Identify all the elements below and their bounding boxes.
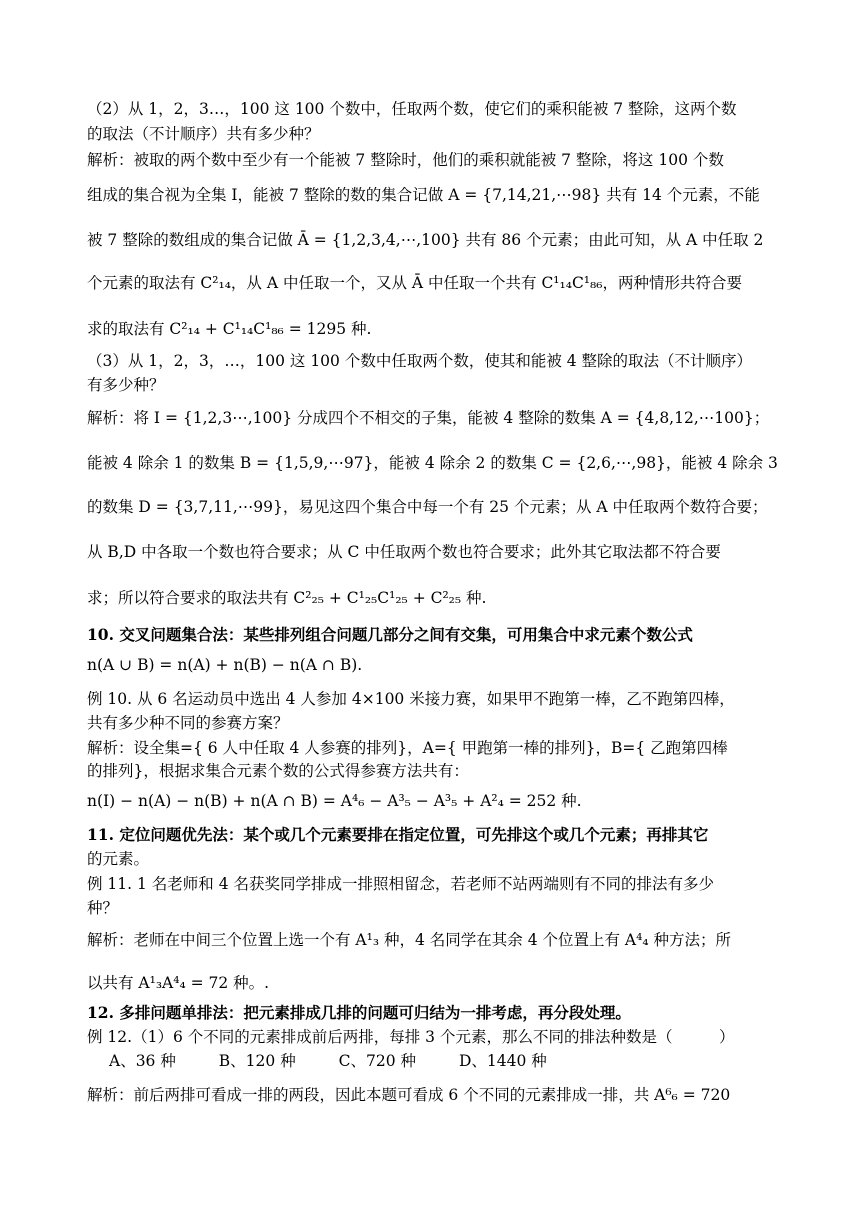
text-line: 个元素的取法有 C²₁₄，从 A 中任取一个，又从 Ā 中任取一个共有 C¹₁₄C¹₈₆，两种情形共符合要 [87,274,742,292]
text-line: 的元素。 [87,850,150,868]
option-c: C、720 种 [338,1052,417,1070]
text-line: 的取法（不计顺序）共有多少种？ [87,125,320,143]
text-line: 以共有 A¹₃A⁴₄ = 72 种。. [87,974,270,992]
text-line: 解析：被取的两个数中至少有一个能被 7 整除时，他们的乘积就能被 7 整除，将这 100 个数 [87,151,724,169]
option-b: B、120 种 [218,1052,296,1070]
text-line: 解析：老师在中间三个位置上选一个有 A¹₃ 种，4 名同学在其余 4 个位置上有 A⁴₄ 种方法；所 [87,931,731,949]
text-line: 有多少种？ [87,376,165,394]
section-heading-12: 12. 多排问题单排法：把元素排成几排的问题可归结为一排考虑，再分段处理。 [87,1003,631,1022]
formula-line: n(A ∪ B) = n(A) + n(B) − n(A ∩ B). [87,656,363,674]
formula-line: n(I) − n(A) − n(B) + n(A ∩ B) = A⁴₆ − A³₅ − A³₅ + A²₄ = 252 种. [87,792,582,810]
section-heading-11: 11. 定位问题优先法：某个或几个元素要排在指定位置，可先排这个或几个元素；再排其它 [87,825,709,844]
text-line: 解析：前后两排可看成一排的两段，因此本题可看成 6 个不同的元素排成一排，共 A⁶₆ = 720 [87,1086,731,1104]
text-line: 解析：设全集={ 6 人中任取 4 人参赛的排列}，A={ 甲跑第一棒的排列}，B={ 乙跑第四棒 [87,739,728,757]
answer-options [109,1050,799,1072]
text-line: 的数集 D = {3,7,11,⋯99}，易见这四个集合中每一个有 25 个元素；从 A 中任取两个数符合要； [87,498,768,516]
text-line: 被 7 整除的数组成的集合记做 Ā = {1,2,3,4,⋯,100} 共有 86 个元素；由此可知，从 A 中任取 2 [87,231,764,249]
text-line: 的排列}，根据求集合元素个数的公式得参赛方法共有： [87,762,469,780]
text-line: 例 11. 1 名老师和 4 名获奖同学排成一排照相留念，若老师不站两端则有不同的排法有多少 [87,875,715,893]
text-line: 例 10. 从 6 名运动员中选出 4 人参加 4×100 米接力赛，如果甲不跑第一棒，乙不跑第四棒， [87,690,735,708]
option-d: D、1440 种 [458,1052,547,1070]
text-line: 例 12.（1）6 个不同的元素排成前后两排，每排 3 个元素，那么不同的排法种数是（ ） [87,1028,735,1046]
option-a: A、36 种 [109,1052,176,1070]
text-line: （3）从 1，2，3，…，100 这 100 个数中任取两个数，使其和能被 4 整除的取法（不计顺序） [87,352,753,370]
text-line: 共有多少种不同的参赛方案？ [87,714,289,732]
text-line: 从 B,D 中各取一个数也符合要求；从 C 中任取两个数也符合要求；此外其它取法都不符合要 [87,543,721,561]
text-line: 组成的集合视为全集 I，能被 7 整除的数的集合记做 A = {7,14,21,⋯98} 共有 14 个元素，不能 [87,186,760,204]
text-line: 种？ [87,899,119,917]
text-line: 解析：将 I = {1,2,3⋯,100} 分成四个不相交的子集，能被 4 整除的数集 A = {4,8,12,⋯100}； [87,409,770,427]
text-line: 能被 4 除余 1 的数集 B = {1,5,9,⋯97}，能被 4 除余 2 的数集 C = {2,6,⋯,98}，能被 4 除余 3 [87,454,778,472]
section-heading-10: 10. 交叉问题集合法：某些排列组合问题几部分之间有交集，可用集合中求元素个数公式 [87,625,693,644]
text-line: 求；所以符合要求的取法共有 C²₂₅ + C¹₂₅C¹₂₅ + C²₂₅ 种. [87,589,487,607]
text-line: （2）从 1，2，3…，100 这 100 个数中，任取两个数，使它们的乘积能被 7 整除，这两个数 [87,100,737,118]
text-line: 求的取法有 C²₁₄ + C¹₁₄C¹₈₆ = 1295 种. [87,320,372,338]
